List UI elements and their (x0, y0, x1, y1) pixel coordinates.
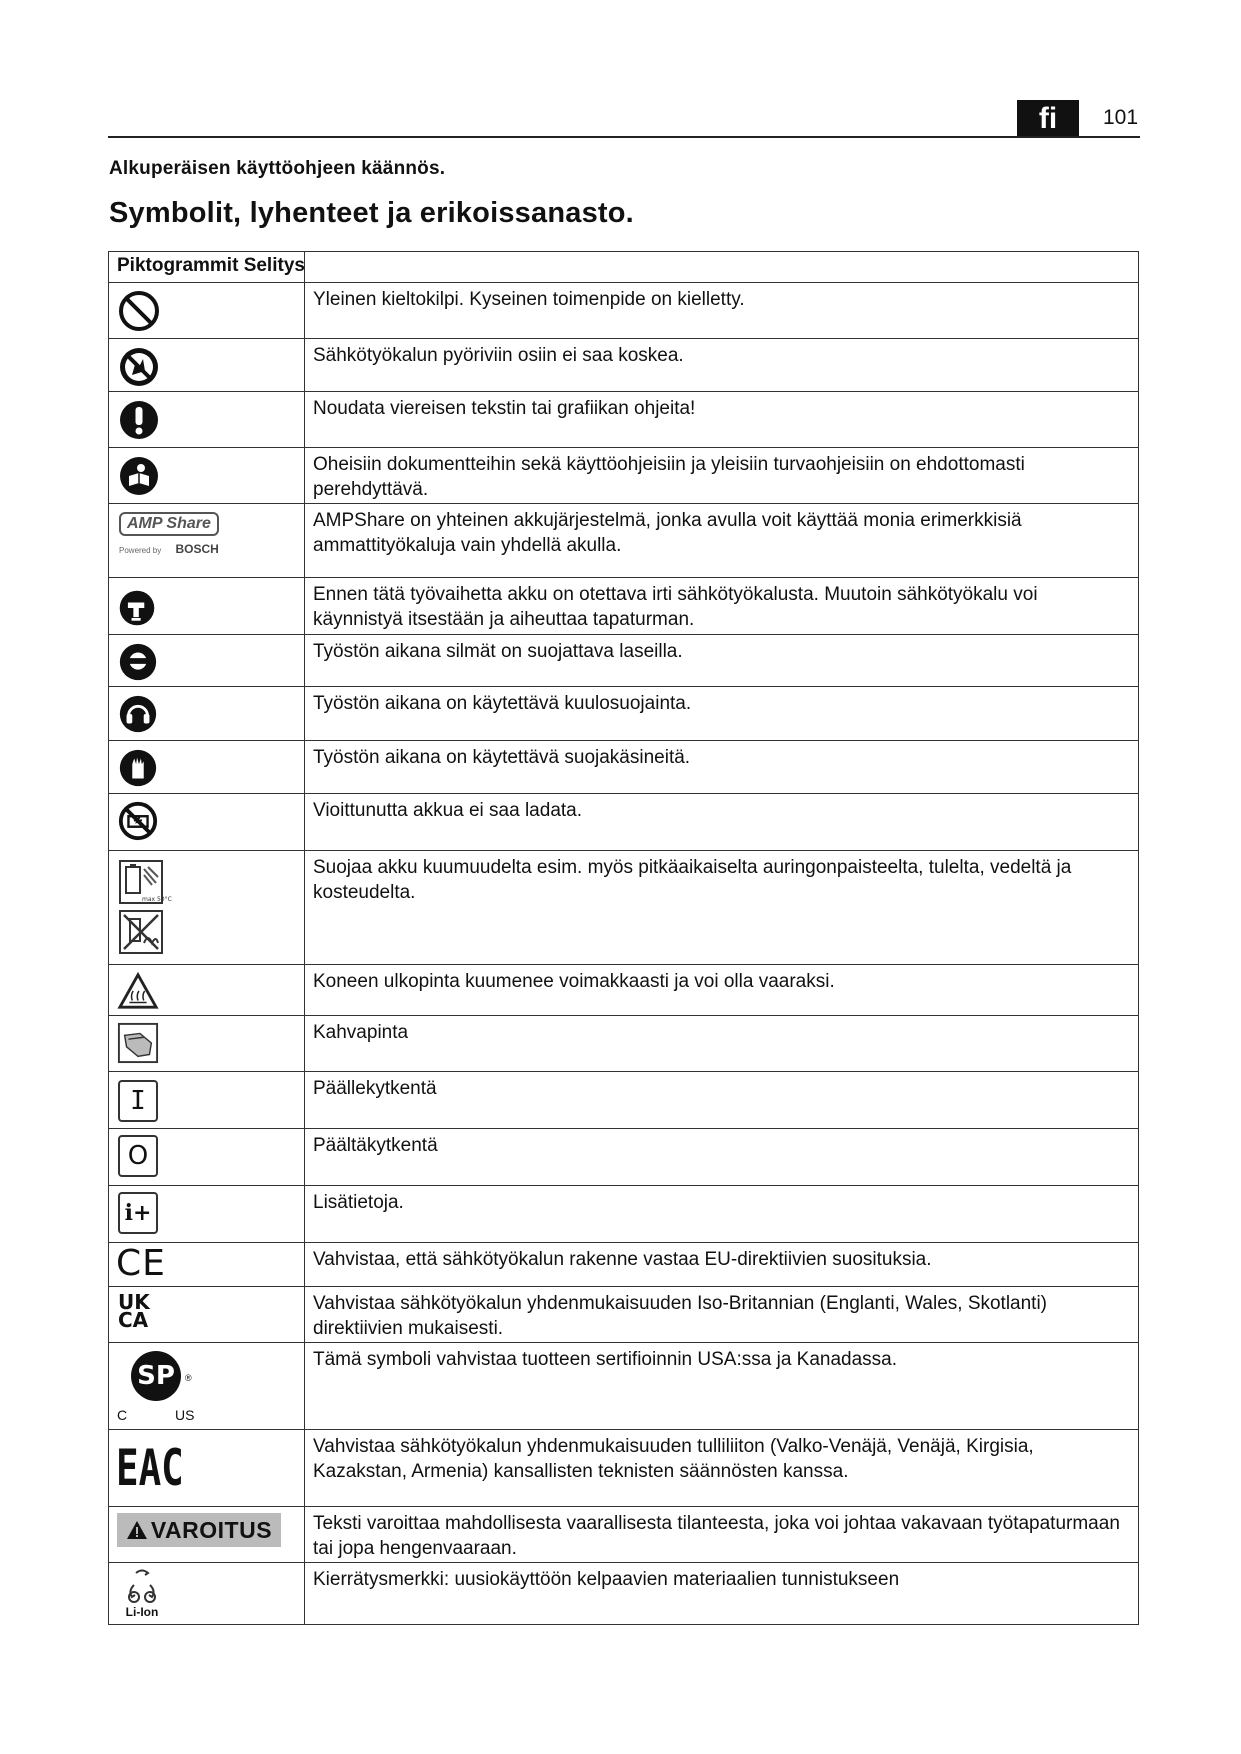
icon-cell (109, 392, 305, 448)
li-ion-label: Li-Ion (125, 1605, 159, 1619)
ukca-top: UK (118, 1290, 150, 1314)
description-cell: Suojaa akku kuumuudelta esim. myös pitkäaikaiselta auringonpaisteelta, tulelta, vedeltä ja kosteudelta. (305, 851, 1139, 965)
table-row (109, 687, 1139, 741)
description-cell: Päällekytkentä (305, 1072, 1139, 1129)
description-cell: Päältäkytkentä (305, 1129, 1139, 1186)
description-cell: AMPShare on yhteinen akkujärjestelmä, jonka avulla voit käyttää monia erimerkkisiä ammattityökaluja vain yhdellä akulla. (305, 504, 1139, 578)
icon-cell (109, 1287, 305, 1343)
remove-battery-icon (117, 588, 157, 628)
icon-cell (109, 1186, 305, 1243)
description-cell: Työstön aikana on käytettävä suojakäsineitä. (305, 741, 1139, 794)
description-cell: Tämä symboli vahvistaa tuotteen sertifioinnin USA:ssa ja Kanadassa. (305, 1343, 1139, 1430)
table-header-empty (305, 252, 1139, 283)
page-title: Symbolit, lyhenteet ja erikoissanasto. (109, 197, 634, 229)
icon-cell (109, 1430, 305, 1507)
icon-cell (109, 1507, 305, 1563)
description-cell: Oheisiin dokumentteihin sekä käyttöohjeisiin ja yleisiin turvaohjeisiin on ehdottomasti perehdyttävä. (305, 448, 1139, 504)
ukca-mark-icon (118, 1290, 304, 1332)
gloves-icon (117, 747, 159, 789)
battery-heat-moisture-icon (118, 859, 304, 955)
no-touch-rotating-parts-icon (117, 345, 161, 389)
temp-label: max 50°C (142, 896, 172, 903)
icon-cell (109, 504, 305, 578)
description-cell: Työstön aikana on käytettävä kuulosuojainta. (305, 687, 1139, 741)
hot-surface-icon (117, 971, 159, 1011)
table-row (109, 794, 1139, 851)
icon-cell (109, 339, 305, 392)
language-badge: fi (1017, 100, 1079, 137)
icon-cell (109, 741, 305, 794)
table-row (109, 1563, 1139, 1625)
icon-cell (109, 1563, 305, 1625)
table-row (109, 1343, 1139, 1430)
icon-cell (109, 283, 305, 339)
description-cell: Koneen ulkopinta kuumenee voimakkaasti ja voi olla vaaraksi. (305, 965, 1139, 1016)
table-row (109, 339, 1139, 392)
battery-temperature-icon (118, 859, 172, 905)
table-row (109, 1016, 1139, 1072)
table-row (109, 448, 1139, 504)
table-row (109, 283, 1139, 339)
description-cell: Yleinen kieltokilpi. Kyseinen toimenpide on kielletty. (305, 283, 1139, 339)
csa-c-mark: C (117, 1407, 128, 1423)
table-row (109, 1072, 1139, 1129)
csa-mark-icon: SP ® C US (117, 1349, 207, 1429)
description-cell: Kahvapinta (305, 1016, 1139, 1072)
table-header-label: Piktogrammit Selitys (117, 255, 305, 276)
icon-cell (109, 965, 305, 1016)
icon-cell (109, 1343, 305, 1430)
table-row (109, 1507, 1139, 1563)
description-cell: Lisätietoja. (305, 1186, 1139, 1243)
document-subtitle: Alkuperäisen käyttöohjeen käännös. (109, 158, 446, 179)
description-cell: Työstön aikana silmät on suojattava laseilla. (305, 635, 1139, 687)
table-row (109, 1186, 1139, 1243)
icon-cell (109, 1243, 305, 1287)
icon-cell (109, 794, 305, 851)
symbols-table (108, 251, 1139, 1625)
exclamation-icon (117, 398, 161, 442)
description-cell: Teksti varoittaa mahdollisesta vaarallisesta tilanteesta, joka voi johtaa vakavaan työtapaturmaan tai jopa hengenvaaraan. (305, 1507, 1139, 1563)
ear-protection-icon (117, 693, 159, 735)
icon-cell (109, 1072, 305, 1129)
table-row (109, 1287, 1139, 1343)
table-row (109, 1243, 1139, 1287)
icon-cell (109, 448, 305, 504)
description-cell: Sähkötyökalun pyöriviin osiin ei saa koskea. (305, 339, 1139, 392)
ampshare-logo-icon (119, 512, 304, 556)
page-number: 101 (1103, 106, 1139, 129)
icon-cell (109, 578, 305, 635)
eye-protection-icon (117, 641, 159, 683)
description-cell: Vahvistaa, että sähkötyökalun rakenne vastaa EU-direktiivien suosituksia. (305, 1243, 1139, 1287)
icon-cell (109, 635, 305, 687)
power-off-icon: O (118, 1135, 158, 1177)
description-cell: Vahvistaa sähkötyökalun yhdenmukaisuuden Iso-Britannian (Englanti, Wales, Skotlanti) direktiivien mukaisesti. (305, 1287, 1139, 1343)
header-divider (108, 136, 1140, 138)
recycling-li-ion-icon (117, 1567, 167, 1619)
grip-surface-icon (117, 1022, 159, 1064)
description-cell: Ennen tätä työvaihetta akku on otettava irti sähkötyökalusta. Muutoin sähkötyökalu voi käynnistyä itsestään ja aiheuttaa tapaturman. (305, 578, 1139, 635)
ampshare-powered-by: Powered by (119, 546, 162, 555)
warning-triangle-icon (126, 1520, 148, 1540)
recycling-arrows-icon (122, 1567, 162, 1605)
description-cell: Vioittunutta akkua ei saa ladata. (305, 794, 1139, 851)
table-row (109, 1129, 1139, 1186)
warning-label-text: VAROITUS (150, 1516, 273, 1543)
battery-no-fire-water-icon (118, 909, 164, 955)
warning-label-icon (117, 1513, 281, 1547)
table-row (109, 741, 1139, 794)
no-charge-damaged-battery-icon (117, 800, 159, 842)
power-on-icon: I (118, 1080, 158, 1122)
description-cell: Noudata viereisen tekstin tai grafiikan ohjeita! (305, 392, 1139, 448)
csa-logo: SP (131, 1351, 181, 1401)
table-row (109, 965, 1139, 1016)
table-row (109, 578, 1139, 635)
table-header-cell (109, 252, 305, 283)
description-cell: Vahvistaa sähkötyökalun yhdenmukaisuuden tulliliiton (Valko-Venäjä, Venäjä, Kirgisia, Kazakstan, Armenia) kansallisten teknisten säännösten kanssa. (305, 1430, 1139, 1507)
table-row (109, 1430, 1139, 1507)
read-manual-icon (117, 454, 161, 498)
icon-cell (109, 851, 305, 965)
table-row (109, 392, 1139, 448)
table-row (109, 504, 1139, 578)
bosch-brand: BOSCH (175, 542, 219, 556)
prohibition-icon (117, 289, 161, 333)
table-row (109, 635, 1139, 687)
description-cell: Kierrätysmerkki: uusiokäyttöön kelpaavien materiaalien tunnistukseen (305, 1563, 1139, 1625)
eac-mark-icon: EAC (116, 1439, 184, 1497)
csa-us-mark: US (175, 1407, 195, 1423)
icon-cell (109, 1129, 305, 1186)
ce-mark-icon: CE (116, 1243, 166, 1284)
info-plus-icon: i+ (118, 1192, 158, 1234)
icon-cell (109, 687, 305, 741)
ukca-bottom: CA (118, 1308, 149, 1332)
table-header-row (109, 252, 1139, 283)
icon-cell (109, 1016, 305, 1072)
table-row (109, 851, 1139, 965)
ampshare-logo-text: AMP Share (119, 512, 219, 536)
